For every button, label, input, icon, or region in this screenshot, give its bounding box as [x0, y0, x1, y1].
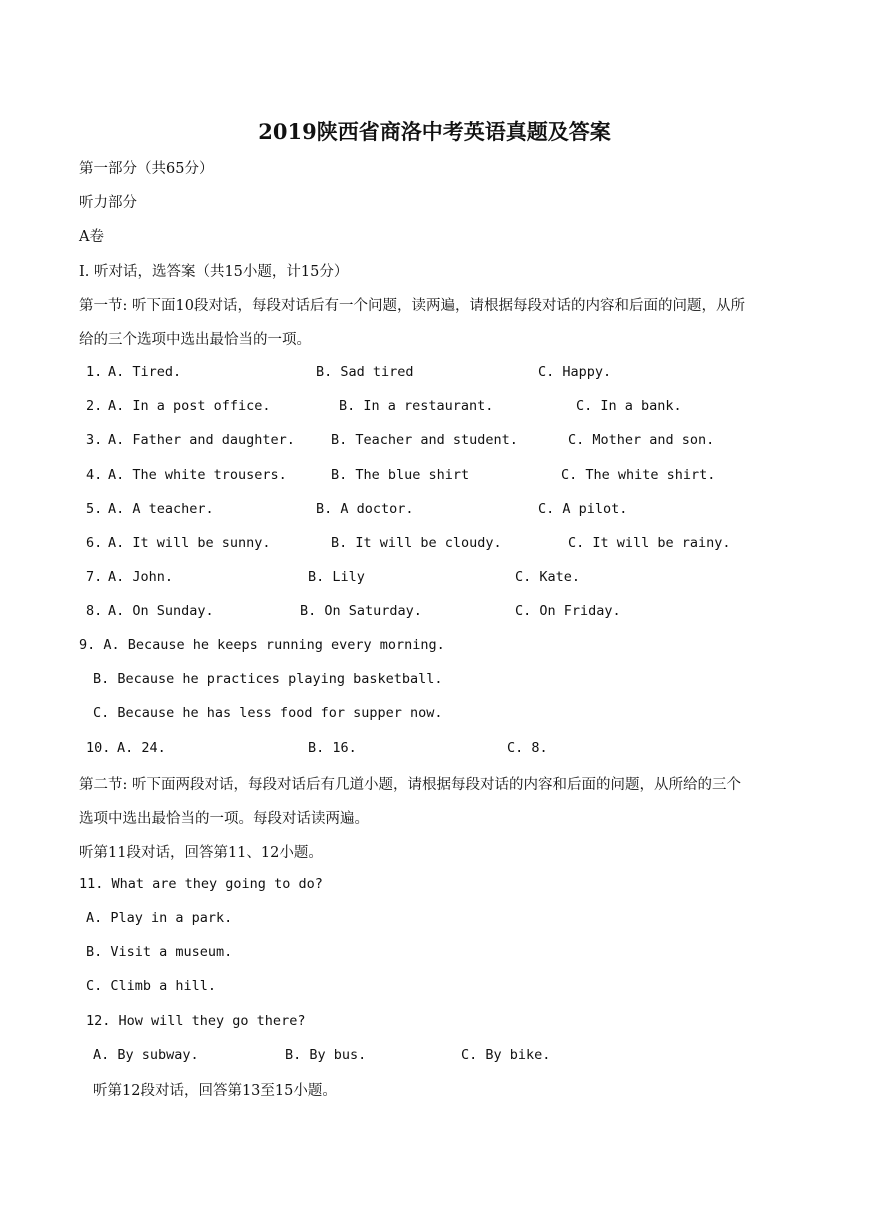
option-a: A. On Sunday.: [108, 603, 214, 619]
question-number: 8.: [86, 603, 103, 619]
option-c: C. A pilot.: [538, 501, 628, 517]
section2-instruction-line1: 第二节: 听下面两段对话，每段对话后有几道小题，请根据每段对话的内容和后面的问题，从所给的三个: [79, 777, 741, 793]
option-b: B. 16.: [308, 740, 357, 756]
volume-heading: A卷: [79, 229, 104, 245]
option-c: C. The white shirt.: [561, 467, 716, 483]
option-b: B. The blue shirt: [331, 467, 470, 483]
option-b: B. In a restaurant.: [339, 398, 494, 414]
question-number: 7.: [86, 569, 103, 585]
page-title: 2019陕西省商洛中考英语真题及答案: [258, 119, 611, 144]
question-12-option-a: A. By subway.: [93, 1047, 199, 1063]
listening-heading: 听力部分: [79, 195, 137, 211]
question-number: 4.: [86, 467, 103, 483]
option-a: A. Father and daughter.: [108, 432, 295, 448]
section2-instruction-line2: 选项中选出最恰当的一项。每段对话读两遍。: [79, 811, 369, 827]
question-number: 1.: [86, 364, 103, 380]
section1-instruction-line1: 第一节: 听下面10段对话，每段对话后有一个问题，读两遍，请根据每段对话的内容和后面的问题，从所: [79, 298, 745, 314]
option-b: B. A doctor.: [316, 501, 414, 517]
question-number: 2.: [86, 398, 103, 414]
section1-instruction-line2: 给的三个选项中选出最恰当的一项。: [79, 332, 311, 348]
option-b: B. Lily: [308, 569, 365, 585]
question-number: 5.: [86, 501, 103, 517]
question-12: 12. How will they go there?: [86, 1013, 306, 1029]
option-a: A. A teacher.: [108, 501, 214, 517]
option-a: A. It will be sunny.: [108, 535, 271, 551]
question-number: 3.: [86, 432, 103, 448]
section-i-heading: I. 听对话，选答案（共15小题，计15分）: [79, 264, 349, 280]
option-c: C. In a bank.: [576, 398, 682, 414]
dialog-11-heading: 听第11段对话，回答第11、12小题。: [79, 845, 323, 861]
question-12-option-b: B. By bus.: [285, 1047, 367, 1063]
option-c: C. Kate.: [515, 569, 581, 585]
option-b: B. Sad tired: [316, 364, 414, 380]
question-11-option-a: A. Play in a park.: [86, 910, 233, 926]
option-b: B. Because he practices playing basketball.: [93, 671, 443, 687]
part-heading: 第一部分（共65分）: [79, 161, 214, 177]
option-b: B. It will be cloudy.: [331, 535, 502, 551]
option-c: C. Mother and son.: [568, 432, 715, 448]
option-c: C. Happy.: [538, 364, 612, 380]
question-11: 11. What are they going to do?: [79, 876, 323, 892]
option-a: A. Tired.: [108, 364, 182, 380]
option-a: A. The white trousers.: [108, 467, 287, 483]
option-b: B. On Saturday.: [300, 603, 422, 619]
option-c: C. 8.: [507, 740, 548, 756]
dialog-12-heading: 听第12段对话，回答第13至15小题。: [93, 1083, 337, 1099]
option-c: C. It will be rainy.: [568, 535, 731, 551]
option-a: A. 24.: [117, 740, 166, 756]
option-b: B. Teacher and student.: [331, 432, 518, 448]
question-11-option-b: B. Visit a museum.: [86, 944, 233, 960]
question-number: 6.: [86, 535, 103, 551]
question-12-option-c: C. By bike.: [461, 1047, 551, 1063]
question-number: 10.: [86, 740, 111, 756]
option-a: 9. A. Because he keeps running every morning.: [79, 637, 445, 653]
option-a: A. John.: [108, 569, 174, 585]
option-c: C. On Friday.: [515, 603, 621, 619]
question-11-option-c: C. Climb a hill.: [86, 978, 217, 994]
option-c: C. Because he has less food for supper now.: [93, 705, 443, 721]
option-a: A. In a post office.: [108, 398, 271, 414]
